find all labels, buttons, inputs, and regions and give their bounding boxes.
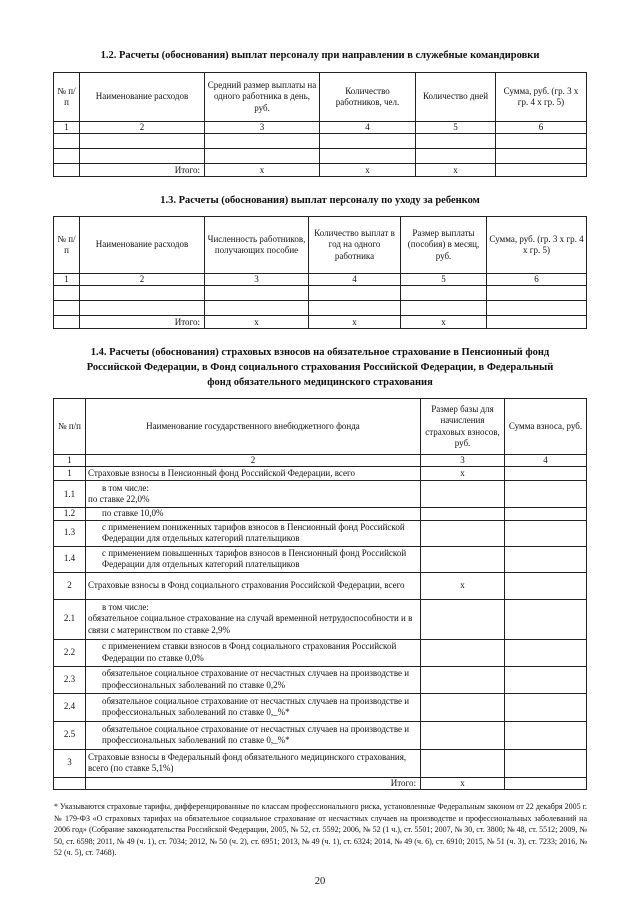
table-row (54, 721, 587, 749)
table-row (54, 520, 587, 546)
row-no: 1 (54, 467, 86, 481)
table-1-3 (53, 216, 587, 329)
t13-h-count: Численность работников, получающих пособие (205, 217, 309, 274)
table-row (54, 286, 587, 301)
row-no: 1.1 (54, 481, 86, 508)
row-no: 1.4 (54, 546, 86, 572)
row-no: 3 (54, 749, 86, 777)
footnote: * Указываются страховые тарифы, дифференцированные по классам профессионального риска, установленные Федеральным законом от 22 декабря 2005 г. № 179-ФЗ «О страховых тарифах на обязательное социальное страхование от несчастных случаев на производстве и профессиональных заболеваний на 2006 год» (Собрание законодательства Российской Федерации, 2005, № 52, ст. 5592; 2006, № 52 (1 ч.), ст. 5501; 2007, № 30, ст. 3800; № 48, ст. 5512; 2009, № 50, ст. 6598; 2011, № 49 (ч. 1), ст. 7034; 2012, № 50 (ч. 2), ст. 6951; 2013, № 49 (ч. 1), ст. 6324; 2014, № 49 (ч. 6), ст. 6910; 2015, № 51 (ч. 3), ст. 7233; 2016, № 52 (ч. 5), ст. 7468). (54, 802, 587, 858)
t13-n3: 3 (205, 274, 309, 286)
row-base (421, 666, 505, 693)
table-row (54, 134, 587, 149)
row-base (421, 749, 505, 777)
row-name (86, 599, 421, 639)
row-sum (505, 546, 587, 572)
row-sum (505, 572, 587, 599)
t12-total-x2: х (320, 164, 416, 177)
t14-h-sum: Сумма взноса, руб. (505, 399, 587, 455)
section-1-2-title: 1.2. Расчеты (обоснования) выплат персоналу при направлении в служебные командировки (100, 50, 540, 61)
row-sum (505, 467, 587, 481)
t13-n4: 4 (309, 274, 401, 286)
row-no: 2.2 (54, 639, 86, 666)
row-sum (505, 721, 587, 749)
row-name-intro: в том числе: (102, 602, 149, 613)
row-sum (505, 481, 587, 508)
row-sum (505, 749, 587, 777)
table-1-4 (53, 398, 587, 790)
t12-n2: 2 (80, 122, 205, 134)
t12-n5: 5 (416, 122, 496, 134)
t12-h-days: Количество дней (416, 73, 496, 122)
t14-n4: 4 (505, 455, 587, 467)
t12-h-no: № п/п (54, 73, 80, 122)
row-base (421, 481, 505, 508)
t14-n3: 3 (421, 455, 505, 467)
row-sum (505, 520, 587, 546)
row-sum (505, 666, 587, 693)
row-name: с применением повышенных тарифов взносов в Пенсионный фонд Российской Федерации для отдельных категорий плательщиков (86, 546, 421, 572)
t14-n1: 1 (54, 455, 86, 467)
table-row (54, 149, 587, 164)
table-row (54, 749, 587, 777)
section-1-4-title (44, 345, 596, 391)
row-base (421, 520, 505, 546)
t13-total-x2: х (309, 316, 401, 329)
row-no: 2.5 (54, 721, 86, 749)
section-1-4-title-line1: 1.4. Расчеты (обоснования) страховых взносов на обязательное страхование в Пенсионный фонд (90, 347, 550, 358)
t13-n2: 2 (80, 274, 205, 286)
t14-h-fund: Наименование государственного внебюджетного фонда (86, 399, 421, 455)
row-name: Страховые взносы в Федеральный фонд обязательного медицинского страхования, всего (по ставке 5,1%) (86, 749, 421, 777)
t14-h-base: Размер базы для начисления страховых взносов, руб. (421, 399, 505, 455)
row-sum (505, 639, 587, 666)
row-no: 2.3 (54, 666, 86, 693)
row-name: обязательное социальное страхование от несчастных случаев на производстве и профессиональных заболеваний по ставке 0,2% (86, 666, 421, 693)
row-base (421, 546, 505, 572)
page-number: 20 (314, 876, 326, 887)
row-no: 1.2 (54, 508, 86, 520)
row-no: 2.4 (54, 693, 86, 721)
t12-h-sum: Сумма, руб. (гр. 3 х гр. 4 х гр. 5) (496, 73, 587, 122)
t12-h-workers: Количество работников, чел. (320, 73, 416, 122)
t14-total-label: Итого: (86, 777, 421, 789)
t12-h-name: Наименование расходов (80, 73, 205, 122)
row-name-intro: в том числе: (102, 483, 149, 493)
row-name: с применением ставки взносов в Фонд социального страхования Российской Федерации по ставке 0,0% (86, 639, 421, 666)
row-sum (505, 693, 587, 721)
section-1-3-title: 1.3. Расчеты (обоснования) выплат персоналу по уходу за ребенком (160, 195, 480, 206)
t14-total-x: х (421, 777, 505, 789)
t13-total-x1: х (205, 316, 309, 329)
row-name: по ставке 10,0% (86, 508, 421, 520)
row-name: обязательное социальное страхование от несчастных случаев на производстве и профессиональных заболеваний по ставке 0,_%* (86, 693, 421, 721)
t12-h-avg: Средний размер выплаты на одного работника в день, руб. (205, 73, 320, 122)
row-no: 1.3 (54, 520, 86, 546)
row-name-text: обязательное социальное страхование на случай временной нетрудоспособности и в связи с материнством по ставке 2,9% (88, 613, 413, 635)
row-base: х (421, 572, 505, 599)
row-sum (505, 599, 587, 639)
t13-h-no: № п/п (54, 217, 80, 274)
row-sum (505, 508, 587, 520)
table-1-2 (53, 72, 587, 177)
table-row (54, 599, 587, 639)
table-row (54, 693, 587, 721)
t13-n6: 6 (487, 274, 587, 286)
t12-n1: 1 (54, 122, 80, 134)
row-base (421, 721, 505, 749)
table-row (54, 481, 587, 508)
t12-n4: 4 (320, 122, 416, 134)
row-no: 2 (54, 572, 86, 599)
table-row (54, 508, 587, 520)
table-row (54, 467, 587, 481)
t12-n6: 6 (496, 122, 587, 134)
t14-n2: 2 (86, 455, 421, 467)
t13-h-name: Наименование расходов (80, 217, 205, 274)
t12-total-x1: х (205, 164, 320, 177)
t12-total-label: Итого: (80, 164, 205, 177)
row-base (421, 639, 505, 666)
row-name: Страховые взносы в Пенсионный фонд Российской Федерации, всего (86, 467, 421, 481)
section-1-4-title-line2: Российской Федерации, в Фонд социального страхования Российской Федерации, в Федеральный (86, 362, 554, 374)
t14-h-no: № п/п (54, 399, 86, 455)
t13-h-payments: Количество выплат в год на одного работника (309, 217, 401, 274)
row-base: х (421, 467, 505, 481)
t13-h-sum: Сумма, руб. (гр. 3 х гр. 4 х гр. 5) (487, 217, 587, 274)
table-row (54, 301, 587, 316)
t12-n3: 3 (205, 122, 320, 134)
table-row (54, 546, 587, 572)
table-row (54, 666, 587, 693)
row-no: 2.1 (54, 599, 86, 639)
row-name (86, 481, 421, 508)
table-row (54, 572, 587, 599)
t13-n1: 1 (54, 274, 80, 286)
t13-total-label: Итого: (80, 316, 205, 329)
row-name: обязательное социальное страхование от несчастных случаев на производстве и профессиональных заболеваний по ставке 0,_%* (86, 721, 421, 749)
row-base (421, 599, 505, 639)
row-name-text: по ставке 22,0% (88, 494, 150, 505)
table-row (54, 639, 587, 666)
t13-n5: 5 (401, 274, 487, 286)
row-name: с применением пониженных тарифов взносов в Пенсионный фонд Российской Федерации для отдельных категорий плательщиков (86, 520, 421, 546)
t13-total-x3: х (401, 316, 487, 329)
row-base (421, 693, 505, 721)
t13-h-amount: Размер выплаты (пособия) в месяц, руб. (401, 217, 487, 274)
row-base (421, 508, 505, 520)
section-1-4-title-line3: фонд обязательного медицинского страхования (207, 377, 433, 389)
row-name: Страховые взносы в Фонд социального страхования Российской Федерации, всего (86, 572, 421, 599)
t12-total-x3: х (416, 164, 496, 177)
